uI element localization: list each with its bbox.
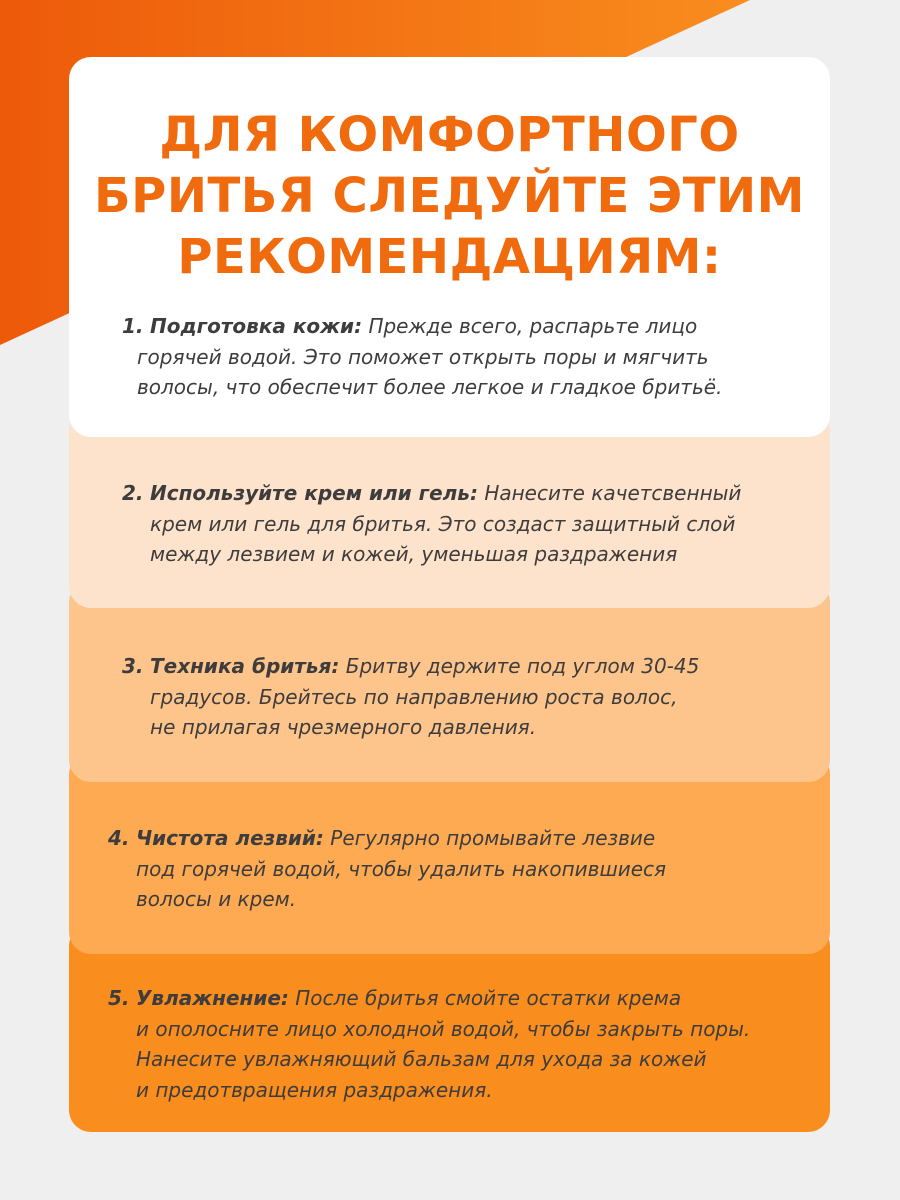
tip-item-5: [108, 983, 751, 1105]
title-line-3: РЕКОМЕНДАЦИЯМ:: [177, 229, 722, 285]
tip-text-line: Бритву держите под углом 30-45: [345, 654, 700, 678]
tip-item-1: [122, 311, 723, 403]
tip-text-line: горячей водой. Это поможет открыть поры и мягчить: [137, 344, 709, 369]
tip-text-line: под горячей водой, чтобы удалить накопившиеся: [136, 856, 667, 881]
tip-text-line: волосы и крем.: [136, 887, 297, 911]
tip-number: 1.: [122, 314, 144, 338]
tip-number: 4.: [108, 826, 130, 850]
tip-number: 2.: [122, 481, 144, 505]
tip-heading: Используйте крем или гель:: [150, 481, 478, 505]
tip-heading: Увлажнение:: [136, 986, 289, 1010]
tip-number: 5.: [108, 986, 130, 1010]
tip-heading: Чистота лезвий:: [136, 826, 324, 850]
tip-text-line: и ополосните лицо холодной водой, чтобы закрыть поры.: [136, 1016, 751, 1041]
tip-number: 3.: [122, 654, 144, 678]
title-line-2: БРИТЬЯ СЛЕДУЙТЕ ЭТИМ: [94, 168, 805, 224]
tip-text-line: крем или гель для бритья. Это создаст защитный слой: [150, 511, 736, 536]
tip-heading: Техника бритья:: [150, 654, 340, 678]
tip-text-line: между лезвием и кожей, уменьшая раздражения: [150, 542, 678, 566]
tip-text-line: не прилагая чрезмерного давления.: [150, 715, 537, 739]
tip-text-line: градусов. Брейтесь по направлению роста волос,: [150, 684, 678, 709]
tip-item-4: [108, 823, 667, 915]
tip-text-line: После бритья смойте остатки крема: [295, 986, 682, 1010]
tip-item-3: [122, 651, 700, 743]
tip-text-line: Нанесите увлажняющий бальзам для ухода за кожей: [136, 1047, 707, 1071]
tip-text-line: Нанесите качетсвенный: [484, 481, 742, 505]
tip-text-line: Регулярно промывайте лезвие: [330, 826, 656, 850]
tip-text-line: Прежде всего, распарьте лицо: [368, 314, 698, 338]
tip-text-line: волосы, что обеспечит более легкое и гладкое бритьё.: [137, 375, 723, 399]
tip-item-2: [122, 478, 742, 570]
tip-heading: Подготовка кожи:: [150, 314, 363, 338]
title-line-1: ДЛЯ КОМФОРТНОГО: [159, 107, 740, 163]
tip-text-line: и предотвращения раздражения.: [136, 1077, 493, 1102]
page-title: [69, 105, 830, 288]
